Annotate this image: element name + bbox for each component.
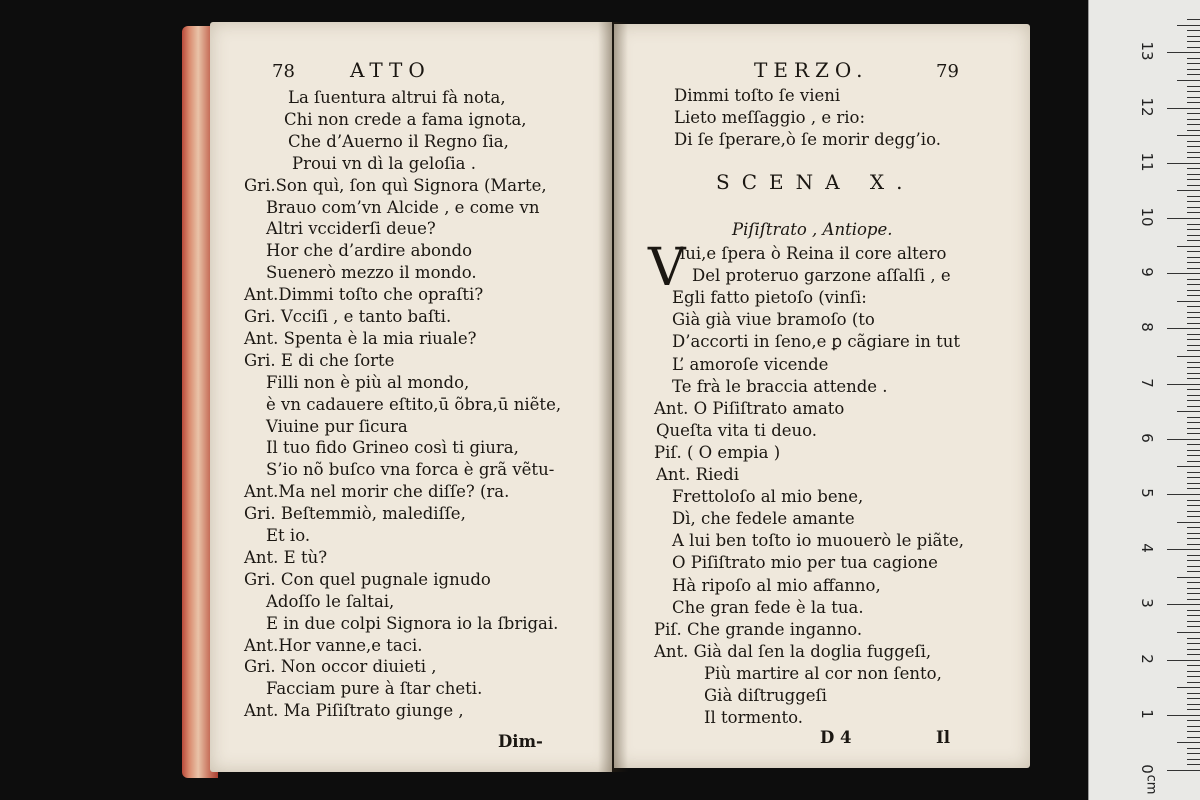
text-line: S’io nõ buſco vna forca è grã vẽtu-	[266, 460, 555, 480]
ruler-tick	[1187, 30, 1200, 31]
text-line: Facciam pure à ſtar cheti.	[266, 679, 483, 699]
ruler-tick	[1187, 201, 1200, 202]
ruler-tick	[1187, 268, 1200, 269]
right-page	[614, 24, 1030, 768]
ruler-tick	[1167, 549, 1200, 550]
text-line: E in due colpi Signora io la ſbrigai.	[266, 613, 559, 633]
ruler-tick	[1187, 207, 1200, 208]
text-line: Il tormento.	[704, 708, 804, 728]
ruler-tick	[1187, 36, 1200, 37]
text-line: Lieto meſſaggio , e rio:	[674, 108, 866, 127]
ruler-tick	[1167, 494, 1200, 495]
text-line: lui,e ſpera ò Reina il core altero	[680, 244, 947, 263]
ruler-tick	[1187, 417, 1200, 418]
ruler-tick	[1187, 240, 1200, 241]
ruler-tick	[1187, 428, 1200, 429]
ruler-number: 0	[1138, 764, 1156, 774]
text-line: Chi non crede a fama ignota,	[284, 109, 527, 129]
ruler-tick	[1187, 196, 1200, 197]
text-line: Già già viue bramoſo (to	[672, 310, 875, 330]
ruler-tick	[1187, 610, 1200, 611]
ruler-tick	[1187, 511, 1200, 512]
ruler-tick	[1187, 643, 1200, 644]
text-line: Ant.Dimmi toſto che opraſti?	[244, 285, 484, 305]
ruler-tick	[1187, 58, 1200, 59]
left-running-head: ATTO	[350, 58, 431, 82]
ruler-tick	[1187, 306, 1200, 307]
ruler-number: 11	[1138, 152, 1156, 172]
ruler-tick	[1187, 41, 1200, 42]
ruler-tick	[1187, 764, 1200, 765]
text-line: A lui ben toſto io muouerò le piãte,	[672, 531, 964, 551]
ruler-number: 10	[1138, 207, 1156, 227]
ruler-tick	[1187, 235, 1200, 236]
ruler-tick	[1167, 715, 1200, 716]
ruler-tick	[1187, 533, 1200, 534]
ruler-tick	[1187, 229, 1200, 230]
ruler-tick	[1187, 262, 1200, 263]
text-line: Te frà le braccia attende .	[672, 376, 888, 396]
ruler-tick	[1187, 626, 1200, 627]
ruler-tick	[1187, 185, 1200, 186]
text-line: Ant. O Piſiſtrato amato	[654, 398, 845, 418]
ruler-tick	[1177, 246, 1200, 247]
ruler-tick	[1167, 770, 1200, 771]
text-line: Ant. Riedi	[656, 465, 739, 484]
ruler-tick	[1187, 731, 1200, 732]
text-line: Ant.Ma nel morir che diſſe? (ra.	[244, 482, 510, 502]
ruler-tick	[1187, 682, 1200, 683]
ruler-tick	[1187, 378, 1200, 379]
ruler-tick	[1187, 157, 1200, 158]
ruler-tick	[1187, 113, 1200, 114]
text-line: Più martire al cor non ſento,	[704, 663, 942, 683]
ruler-number: 6	[1138, 433, 1156, 443]
text-line: La ſuentura altrui fà nota,	[288, 88, 506, 107]
text-line: Dì, che fedele amante	[672, 509, 855, 529]
text-line: D’accorti in ſeno,e ꝑ cãgiare in tut	[672, 332, 961, 352]
text-line: Che d’Auerno il Regno ſia,	[288, 131, 509, 151]
scene-title: SCENA X.	[716, 170, 915, 194]
ruler-tick	[1187, 621, 1200, 622]
signature-mark: D 4	[820, 728, 852, 747]
ruler-tick	[1187, 516, 1200, 517]
ruler-tick	[1187, 290, 1200, 291]
text-line: Proui vn dì la geloſia .	[292, 153, 476, 173]
drop-cap: V	[648, 238, 686, 298]
ruler-tick	[1167, 52, 1200, 53]
ruler-tick	[1187, 665, 1200, 666]
ruler-tick	[1187, 224, 1200, 225]
ruler-tick	[1177, 687, 1200, 688]
text-line: Egli fatto pietoſo (vinſi:	[672, 288, 867, 308]
ruler-tick	[1177, 301, 1200, 302]
ruler-tick	[1187, 433, 1200, 434]
ruler-tick	[1167, 108, 1200, 109]
right-catchword: Il	[936, 728, 950, 747]
ruler-tick	[1187, 19, 1200, 20]
ruler-tick	[1187, 312, 1200, 313]
ruler-tick	[1177, 466, 1200, 467]
ruler-tick	[1187, 748, 1200, 749]
ruler-tick	[1187, 74, 1200, 75]
ruler-tick	[1187, 477, 1200, 478]
ruler-tick	[1187, 450, 1200, 451]
ruler-tick	[1187, 720, 1200, 721]
ruler-tick	[1177, 632, 1200, 633]
ruler-tick	[1187, 527, 1200, 528]
ruler-tick	[1177, 522, 1200, 523]
ruler-tick	[1177, 80, 1200, 81]
ruler-tick	[1187, 395, 1200, 396]
ruler-tick	[1187, 505, 1200, 506]
text-line: Gri. Beſtemmiò, malediſſe,	[244, 504, 466, 524]
ruler-tick	[1187, 63, 1200, 64]
ruler-tick	[1187, 566, 1200, 567]
text-line: Dimmi toſto ſe vieni	[674, 86, 841, 105]
ruler-tick	[1177, 742, 1200, 743]
ruler-tick	[1187, 538, 1200, 539]
ruler-tick	[1167, 218, 1200, 219]
ruler-tick	[1187, 560, 1200, 561]
ruler-tick	[1187, 461, 1200, 462]
ruler-tick	[1187, 698, 1200, 699]
ruler-tick	[1187, 422, 1200, 423]
ruler-number: 3	[1138, 598, 1156, 609]
ruler-tick	[1187, 488, 1200, 489]
ruler-tick	[1167, 384, 1200, 385]
measuring-ruler	[1088, 0, 1200, 800]
text-line: L’ amoroſe vicende	[672, 354, 829, 374]
ruler-number: 13	[1138, 41, 1156, 61]
ruler-tick	[1187, 141, 1200, 142]
text-line: Ant. E tù?	[244, 547, 328, 567]
ruler-tick	[1187, 709, 1200, 710]
text-line: Hà ripoſo al mio affanno,	[672, 575, 881, 595]
ruler-tick	[1187, 119, 1200, 120]
ruler-tick	[1187, 726, 1200, 727]
text-line: Già diſtruggeſi	[704, 686, 827, 705]
ruler-tick	[1187, 654, 1200, 655]
ruler-tick	[1187, 704, 1200, 705]
ruler-tick	[1177, 411, 1200, 412]
ruler-tick	[1167, 604, 1200, 605]
ruler-tick	[1187, 593, 1200, 594]
ruler-tick	[1187, 500, 1200, 501]
book-gutter	[598, 22, 628, 772]
ruler-tick	[1187, 406, 1200, 407]
text-line: Di ſe ſperare,ò ſe morir degg’io.	[674, 130, 941, 149]
ruler-tick	[1187, 373, 1200, 374]
ruler-tick	[1187, 323, 1200, 324]
ruler-tick	[1187, 179, 1200, 180]
scene-persons: Piſiſtrato , Antiope.	[732, 220, 893, 239]
ruler-number: 4	[1138, 543, 1156, 553]
ruler-tick	[1187, 571, 1200, 572]
ruler-tick	[1187, 295, 1200, 296]
ruler-tick	[1187, 130, 1200, 131]
ruler-tick	[1187, 455, 1200, 456]
ruler-tick	[1187, 367, 1200, 368]
ruler-number: 12	[1138, 97, 1156, 117]
ruler-tick	[1187, 91, 1200, 92]
ruler-tick	[1187, 693, 1200, 694]
ruler-tick	[1187, 649, 1200, 650]
text-line: Adoſſo le ſaltai,	[266, 591, 395, 611]
ruler-number: 8	[1138, 322, 1156, 333]
ruler-tick	[1187, 279, 1200, 280]
ruler-tick	[1187, 544, 1200, 545]
ruler-tick	[1177, 577, 1200, 578]
ruler-tick	[1187, 737, 1200, 738]
ruler-tick	[1187, 472, 1200, 473]
ruler-tick	[1187, 86, 1200, 87]
text-line: Piſ. Che grande inganno.	[654, 619, 863, 639]
ruler-tick	[1187, 152, 1200, 153]
text-line: Gri.Son quì, ſon quì Signora (Marte,	[244, 175, 547, 195]
text-line: Suenerò mezzo il mondo.	[266, 263, 477, 283]
ruler-number: 2	[1138, 653, 1156, 664]
text-line: Ant.Hor vanne,e taci.	[244, 635, 423, 655]
ruler-tick	[1187, 102, 1200, 103]
ruler-tick	[1187, 168, 1200, 169]
ruler-tick	[1187, 146, 1200, 147]
ruler-tick	[1187, 251, 1200, 252]
ruler-tick	[1187, 97, 1200, 98]
ruler-tick	[1167, 273, 1200, 274]
ruler-tick	[1187, 582, 1200, 583]
ruler-tick	[1187, 759, 1200, 760]
ruler-number: 1	[1138, 709, 1156, 719]
text-line: Filli non è più al mondo,	[266, 372, 470, 392]
text-line: Et io.	[266, 526, 311, 545]
ruler-tick	[1187, 334, 1200, 335]
ruler-tick	[1187, 124, 1200, 125]
ruler-tick	[1187, 444, 1200, 445]
ruler-tick	[1167, 439, 1200, 440]
ruler-tick	[1167, 328, 1200, 329]
ruler-tick	[1187, 676, 1200, 677]
text-line: Piſ. ( O empia )	[654, 442, 781, 462]
text-line: Brauo com’vn Alcide , e come vn	[266, 197, 540, 217]
ruler-tick	[1187, 47, 1200, 48]
text-line: Hor che d’ardire abondo	[266, 241, 473, 261]
text-line: O Piſiſtrato mio per tua cagione	[672, 553, 938, 573]
right-running-head: TERZO.	[754, 58, 869, 82]
ruler-tick	[1187, 284, 1200, 285]
ruler-tick	[1167, 163, 1200, 164]
ruler-tick	[1167, 660, 1200, 661]
ruler-unit: cm	[1143, 774, 1159, 795]
left-catchword: Dim-	[498, 732, 543, 751]
ruler-tick	[1187, 638, 1200, 639]
ruler-tick	[1187, 588, 1200, 589]
right-folio: 79	[936, 61, 959, 82]
text-line: Frettoloſo al mio bene,	[672, 487, 864, 507]
ruler-tick	[1177, 356, 1200, 357]
text-line: Gri. Con quel pugnale ignudo	[244, 569, 491, 589]
text-line: è vn cadauere eſtito,ū õbra,ū niẽte,	[266, 394, 562, 414]
text-line: Gri. Vcciſi , e tanto baſti.	[244, 307, 452, 326]
ruler-tick	[1187, 317, 1200, 318]
text-line: Viuine pur ſicura	[266, 416, 408, 436]
text-line: Ant. Spenta è la mia riuale?	[244, 328, 477, 348]
ruler-tick	[1187, 400, 1200, 401]
ruler-tick	[1187, 257, 1200, 258]
text-line: Altri vcciderſi deue?	[266, 219, 436, 239]
text-line: Che gran fede è la tua.	[672, 597, 864, 617]
text-line: Il tuo fido Grineo così ti giura,	[266, 438, 519, 458]
left-page	[210, 22, 612, 772]
ruler-tick	[1187, 671, 1200, 672]
ruler-tick	[1187, 362, 1200, 363]
ruler-tick	[1187, 483, 1200, 484]
ruler-number: 5	[1138, 488, 1156, 498]
ruler-tick	[1187, 599, 1200, 600]
text-line: Ant. Ma Piſiſtrato giunge ,	[244, 701, 464, 721]
ruler-tick	[1187, 69, 1200, 70]
ruler-tick	[1187, 174, 1200, 175]
ruler-number: 9	[1138, 267, 1156, 277]
ruler-tick	[1187, 753, 1200, 754]
ruler-tick	[1177, 25, 1200, 26]
ruler-tick	[1177, 190, 1200, 191]
ruler-tick	[1177, 135, 1200, 136]
ruler-tick	[1187, 389, 1200, 390]
text-line: Ant. Già dal ſen la doglia fuggeſi,	[654, 641, 932, 661]
ruler-number: 7	[1138, 377, 1156, 388]
ruler-tick	[1187, 350, 1200, 351]
text-line: Gri. E di che ſorte	[244, 350, 395, 370]
ruler-tick	[1187, 555, 1200, 556]
ruler-tick	[1187, 615, 1200, 616]
ruler-tick	[1187, 212, 1200, 213]
text-line: Del proteruo garzone aſſalſi , e	[692, 266, 951, 286]
left-folio: 78	[272, 61, 295, 82]
ruler-tick	[1187, 345, 1200, 346]
text-line: Gri. Non occor diuieti ,	[244, 657, 437, 677]
text-line: Queſta vita ti deuo.	[656, 420, 818, 440]
ruler-tick	[1187, 339, 1200, 340]
